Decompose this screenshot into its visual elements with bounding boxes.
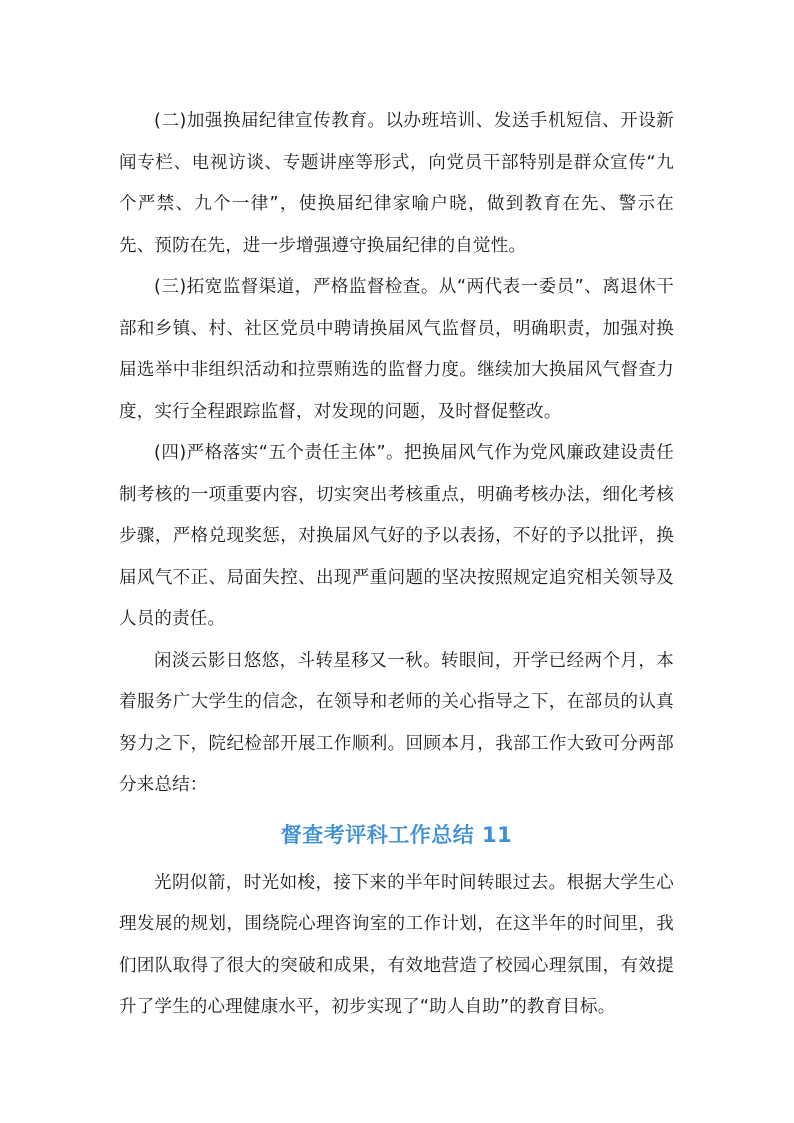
document-page (119, 101, 674, 1029)
paragraph: 闲淡云影日悠悠，斗转星移又一秋。转眼间，开学已经两个月，本着服务广大学生的信念，在领导和老师的关心指导之下，在部员的认真努力之下，院纪检部开展工作顺利。回顾本月，我部工作大致可分两部分来总结： (119, 650, 674, 795)
paragraph: (三)拓宽监督渠道，严格监督检查。从“两代表一委员”、离退休干部和乡镇、村、社区党员中聘请换届风气监督员，明确职责，加强对换届选举中非组织活动和拉票贿选的监督力度。继续加大换届风气督查力度，实行全程跟踪监督，对发现的问题，及时督促整改。 (119, 277, 674, 422)
paragraph: 光阴似箭，时光如梭，接下来的半年时间转眼过去。根据大学生心理发展的规划，围绕院心理咨询室的工作计划，在这半年的时间里，我们团队取得了很大的突破和成果，有效地营造了校园心理氛围，有效提升了学生的心理健康水平，初步实现了“助人自助”的教育目标。 (119, 872, 674, 1017)
paragraph: (四)严格落实“五个责任主体”。把换届风气作为党风廉政建设责任制考核的一项重要内容，切实突出考核重点，明确考核办法，细化考核步骤，严格兑现奖惩，对换届风气好的予以表扬，不好的予以批评，换届风气不正、局面失控、出现严重问题的坚决按照规定追究相关领导及人员的责任。 (119, 443, 674, 629)
section-heading: 督查考评科工作总结 11 (280, 822, 513, 847)
paragraph: (二)加强换届纪律宣传教育。以办班培训、发送手机短信、开设新闻专栏、电视访谈、专题讲座等形式，向党员干部特别是群众宣传“九个严禁、九个一律”，使换届纪律家喻户晓，做到教育在先、警示在先、预防在先，进一步增强遵守换届纪律的自觉性。 (119, 111, 674, 256)
